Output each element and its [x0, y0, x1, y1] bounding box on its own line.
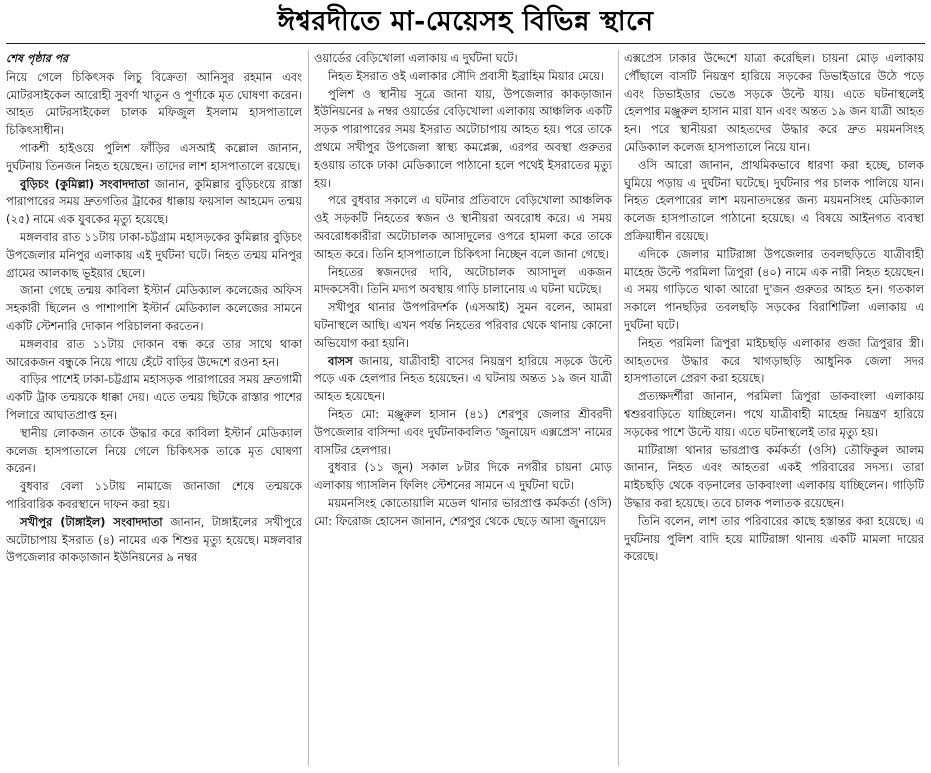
paragraph: নিহতের স্বজনদের দাবি, অটোচালক আসাদুল একজন মাদকসেবী। তিনি মদ্যপ অবস্থায় গাড়ি চালানোয় এ ঘটনা ঘটেছে। [314, 264, 612, 297]
paragraph-text: জানায়, যাত্রীবাহী বাসের নিয়ন্ত্রণ হারিয়ে সড়কে উল্টে পড়ে এক হেলপার নিহত হয়েছেন। এ ঘটনায় অন্তত ১৯ জন যাত্রী আহত হয়েছেন। [314, 353, 612, 404]
paragraph-text: জানান, টাঙ্গাইলের সখীপুরে অটোচাপায় ইসরাত (৪) নামের এক শিশুর মৃত্যু হয়েছে। মঙ্গলবার উপজেলার কাকড়াজান ইউনিয়নের ৯ নম্বর [6, 514, 302, 565]
dateline: বুড়িচং (কুমিল্লা) সংবাদদাতা [20, 176, 150, 191]
paragraph: মঙ্গলবার রাত ১১টায় দোকান বন্ধ করে তার সাথে থাকা আরেকজন বন্ধুকে নিয়ে পায়ে হেঁটে বাড়ির উদ্দেশে রওনা হন। [6, 336, 302, 369]
column-2 [314, 50, 612, 770]
paragraph: নিহত ইসরাত ওই এলাকার সৌদি প্রবাসী ইব্রাহিম মিয়ার মেয়ে। [328, 68, 605, 83]
paragraph: এক্সপ্রেস ঢাকার উদ্দেশে যাত্রা করেছিল। চায়না মোড় এলাকায় পৌঁছালে বাসটি নিয়ন্ত্রণ হারিয়ে সড়কের ডিভাইডারে উঠে পড়ে এবং ডিভাইডার ভেঙে সড়কে উল্টে যায়। এতে ঘটনাস্থলেই হেলপার মঞ্জুরুল হাসান মারা যান এবং অন্তত ১৯ জন যাত্রী আহত হন। পরে স্থানীয়রা আহতদের উদ্ধার করে দ্রুত ময়মনসিংহ মেডিক্যাল কলেজ হাসপাতালে নিয়ে যান। [624, 51, 924, 154]
paragraph [6, 176, 302, 229]
paragraph: নিয়ে গেলে চিকিৎসক লিচু বিক্রেতা আনিসুর রহমান এবং মোটরসাইকেল আরোহী সুবর্ণা খাতুন ও পূর্ণাকে মৃত ঘোষণা করেন। আহত মোটরসাইকেল চালক মফিজুল ইসলাম হাসপাতালে চিকিৎসাধীন। [6, 69, 302, 138]
paragraph: ময়মনসিংহ কোতোয়ালি মডেল থানার ভারপ্রাপ্ত কর্মকর্তা (ওসি) মো: ফিরোজ হোসেন জানান, শেরপুর থেকে ছেড়ে আসা জুনায়েদ [314, 495, 612, 528]
column-1 [6, 50, 302, 770]
paragraph: প্রত্যক্ষদর্শীরা জানান, পরমিলা ত্রিপুরা ডাকবাংলা এলাকায় শ্বশুরবাড়িতে যাচ্ছিলেন। পথে যাত্রীবাহী মাহেন্দ্র নিয়ন্ত্রণ হারিয়ে সড়কের পাশে উল্টে যায়। এতে ঘটনাস্থলেই তার মৃত্যু হয়। [624, 389, 924, 439]
paragraph: পরে বুধবার সকালে এ ঘটনার প্রতিবাদে বেড়িখোলা আঞ্চলিক ওই সড়কটি নিহতের স্বজন ও স্থানীয়রা অবরোধ করে। এ সময় অবরোধকারীরা অটোচালক আসাদুলের ওপরে হামলা করে তাকে আহত করে। তিনি হাসপাতালে চিকিৎসা নিচ্ছেন বলে জানা গেছে। [314, 193, 612, 261]
column-divider [308, 50, 309, 766]
paragraph [314, 353, 612, 406]
paragraph-text: জানান, কুমিল্লার বুড়িচংয়ে রাস্তা পারাপারের সময় দ্রুতগতির ট্রাকের ধাক্কায় ফয়সাল আহমেদ তন্ময় (২৫) নামে এক যুবকের মৃত্যু হয়েছে। [6, 176, 302, 227]
paragraph: সখীপুর থানার উপপরিদর্শক (এসআই) সুমন বলেন, আমরা ঘটনাস্থলে আছি। এখন পর্যন্ত নিহতের পরিবার থেকে থানায় কোনো অভিযোগ করা হয়নি। [314, 300, 612, 350]
headline: ঈশ্বরদীতে মা-মেয়েসহ বিভিন্ন স্থানে [277, 6, 654, 37]
paragraph: নিহত পরমিলা ত্রিপুরা মাইচছড়ি এলাকার গুজা ত্রিপুরার স্ত্রী। আহতদের উদ্ধার করে খাগড়াছড়ি আধুনিক জেলা সদর হাসপাতালে প্রেরণ করা হয়েছে। [624, 335, 924, 386]
paragraph: নিহত মো: মঞ্জুরুল হাসান (৪১) শেরপুর জেলার শ্রীবরদী উপজেলার বাসিন্দা এবং দুর্ঘটনাকবলিত 'জুনায়েদ এক্সপ্রেস' নামের বাসটির হেলপার। [314, 406, 612, 457]
continued-kicker: শেষ পৃষ্ঠার পর [6, 52, 69, 65]
paragraph: জানা গেছে তন্ময় কাবিলা ইস্টার্ন মেডিক্যাল কলেজের অফিস সহকারী ছিলেন ও পাশাপাশি ইস্টার্ন মেডিক্যাল কলেজের সামনে একটি স্টেশনারি দোকান পরিচালনা করতেন। [6, 283, 302, 333]
paragraph: মাটিরাঙ্গা থানার ভারপ্রাপ্ত কর্মকর্তা (ওসি) তৌফিকুল আলম জানান, নিহত এবং আহতরা একই পরিবারের সদস্য। তারা মাইচছড়ি থেকে বড়নালের ডাকবাংলা এলাকায় যাচ্ছিলেন। গাড়িটি উদ্ধার করা হয়েছে। তবে চালক পলাতক রয়েছেন। [624, 442, 924, 510]
headline-rule [6, 43, 925, 44]
paragraph: পাকশী হাইওয়ে পুলিশ ফাঁড়ির এসআই কল্লোল জানান, দুর্ঘটনায় তিনজন নিহত হয়েছেন। তাদের লাশ হাসপাতালে রয়েছে। [6, 140, 302, 173]
paragraph: বুধবার (১১ জুন) সকাল ৮টার দিকে নগরীর চায়না মোড় এলাকায় গ্যাসলিন ফিলিং স্টেশনের সামনে এ দুর্ঘটনা ঘটে। [314, 460, 612, 493]
paragraph: বাড়ির পাশেই ঢাকা-চট্টগ্রাম মহাসড়ক পারাপারের সময় দ্রুতগামী একটি ট্রাক তন্ময়কে ধাক্কা দেয়। এতে তন্ময় ছিটকে রাস্তার পাশের পিলারে আঘাতপ্রাপ্ত হন। [6, 372, 302, 422]
column-divider [618, 50, 619, 766]
paragraph: ওয়ার্ডের বেড়িখোলা এলাকায় এ দুর্ঘটনা ঘটে। [314, 51, 518, 65]
paragraph: পুলিশ ও স্থানীয় সূত্রে জানা যায়, উপজেলার কাকড়াজান ইউনিয়নের ৯ নম্বর ওয়ার্ডের বেড়িখোলা এলাকায় আঞ্চলিক একটি সড়ক পারাপারের সময় ইসরাত অটোচাপায় আহত হয়। পরে তাকে প্রথমে সখীপুর উপজেলা স্বাস্থ্য কমপ্লেক্স, এরপর অবস্থা গুরুতর হওয়ায় তাকে ঢাকা মেডিক্যালে পাঠানো হলে পথেই ইসরাতের মৃত্যু হয়। [314, 86, 612, 190]
paragraph: স্থানীয় লোকজন তাকে উদ্ধার করে কাবিলা ইস্টার্ন মেডিক্যাল কলেজ হাসপাতালে নিয়ে গেলে চিকিৎসক তাকে মৃত ঘোষণা করেন। [6, 425, 302, 476]
paragraph: এদিকে জেলার মাটিরাঙ্গা উপজেলার তবলছড়িতে যাত্রীবাহী মাহেন্দ্র উল্টে পরমিলা ত্রিপুরা (৪০) নামে এক নারী নিহত হয়েছেন। এ সময় গাড়িতে থাকা আরো দু'জন গুরুতর আহত হন। গতকাল সকালে পানছড়ির তবলছড়ি সড়কের বিরাশিটিলা এলাকায় এ দুর্ঘটনা ঘটে। [624, 246, 924, 332]
dateline: সখীপুর (টাঙ্গাইল) সংবাদদাতা [20, 514, 163, 529]
paragraph: বুধবার বেলা ১১টায় নামাজে জানাজা শেষে তন্ময়কে পারিবারিক কবরস্থানে দাফন করা হয়। [6, 479, 302, 511]
paragraph [6, 514, 302, 567]
dateline: বাসস [328, 353, 353, 368]
column-3 [624, 50, 924, 770]
paragraph: ওসি আরো জানান, প্রাথমিকভাবে ধারণা করা হচ্ছে, চালক ঘুমিয়ে পড়ায় এ দুর্ঘটনা ঘটেছে। দুর্ঘটনার পর চালক পালিয়ে যান। নিহত হেলপারের লাশ ময়নাতদন্তের জন্য ময়মনসিংহ মেডিক্যাল কলেজ হাসপাতালে পাঠানো হয়েছে। এ বিষয়ে আইনগত ব্যবস্থা প্রক্রিয়াধীন রয়েছে। [624, 157, 924, 243]
paragraph: তিনি বলেন, লাশ তার পরিবারের কাছে হস্তান্তর করা হয়েছে। এ দুর্ঘটনায় পুলিশ বাদি হয়ে মাটিরাঙ্গা থানায় একটি মামলা দায়ের করেছে। [624, 513, 924, 564]
paragraph: মঙ্গলবার রাত ১১টায় ঢাকা-চট্টগ্রাম মহাসড়কের কুমিল্লার বুড়িচং উপজেলার মনিপুর এলাকায় এই দুর্ঘটনা ঘটে। নিহত তন্ময় মনিপুর গ্রামের আলকাছ ভূইয়ার ছেলে। [6, 229, 302, 280]
